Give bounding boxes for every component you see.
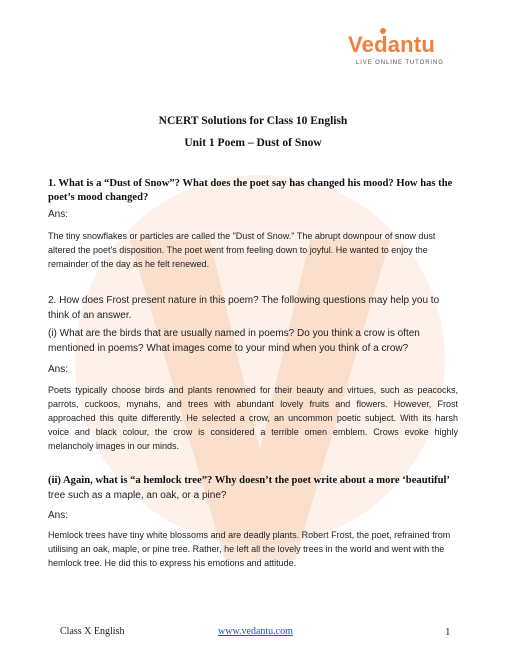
- answer-label-1: Ans:: [48, 209, 69, 220]
- vedantu-logo[interactable]: [338, 24, 468, 72]
- answer-label-3: Ans:: [48, 510, 69, 521]
- document-title: NCERT Solutions for Class 10 English: [158, 115, 348, 127]
- unit-title: Unit 1 Poem – Dust of Snow: [184, 137, 322, 149]
- answer-3: Hemlock trees have tiny white blossoms and are deadly plants. Robert Frost, the poet, refrained from utilising an oak, maple, or pine tree. Rather, he left all the lovely trees in the world and went with the hemlock tree. He did this to express his emotions and attitude.: [48, 530, 451, 568]
- answer-1: The tiny snowflakes or particles are called the "Dust of Snow." The abrupt downpour of snow dust altered the poet's disposition. The poet went from feeling down to joyful. He wanted to enjoy the remainder of the day as he felt renewed.: [48, 231, 436, 269]
- answer-label-2: Ans:: [48, 364, 69, 375]
- question-1: 1. What is a “Dust of Snow”? What does the poet say has changed his mood? How has the poet’s mood changed?: [48, 178, 453, 203]
- page-number: 1: [445, 626, 451, 638]
- footer-website-link[interactable]: www.vedantu.com: [218, 626, 293, 637]
- question-2-sub-ii: [48, 473, 458, 503]
- question-2-sub-ii-rest: tree such as a maple, an oak, or a pine?: [48, 490, 227, 501]
- logo-wordmark: Vedantu: [348, 32, 435, 57]
- question-2-sub-i: (i) What are the birds that are usually named in poems? Do you think a crow is often mentioned in poems? What images come to your mind when you think of a crow?: [48, 328, 420, 354]
- question-2: 2. How does Frost present nature in this poem? The following questions may help you to think of an answer.: [48, 295, 440, 321]
- question-2-sub-ii-bold: (ii) Again, what is “a hemlock tree”? Why doesn’t the poet write about a more ‘beautiful’: [48, 475, 450, 486]
- footer-class-label: Class X English: [60, 626, 125, 637]
- logo-tagline: LIVE ONLINE TUTORING: [356, 60, 444, 66]
- answer-2: Poets typically choose birds and plants renowned for their beauty and virtues, such as peacocks, parrots, cuckoos, mynahs, and trees with abundant lovely fruits and flowers. However, Frost approached this quite differently. He selected a crow, an uncommon poetic subject. With its harsh voice and black colour, the crow is considered a terrible omen emblem. Crows evoke highly melancholy images in our minds.: [48, 385, 458, 451]
